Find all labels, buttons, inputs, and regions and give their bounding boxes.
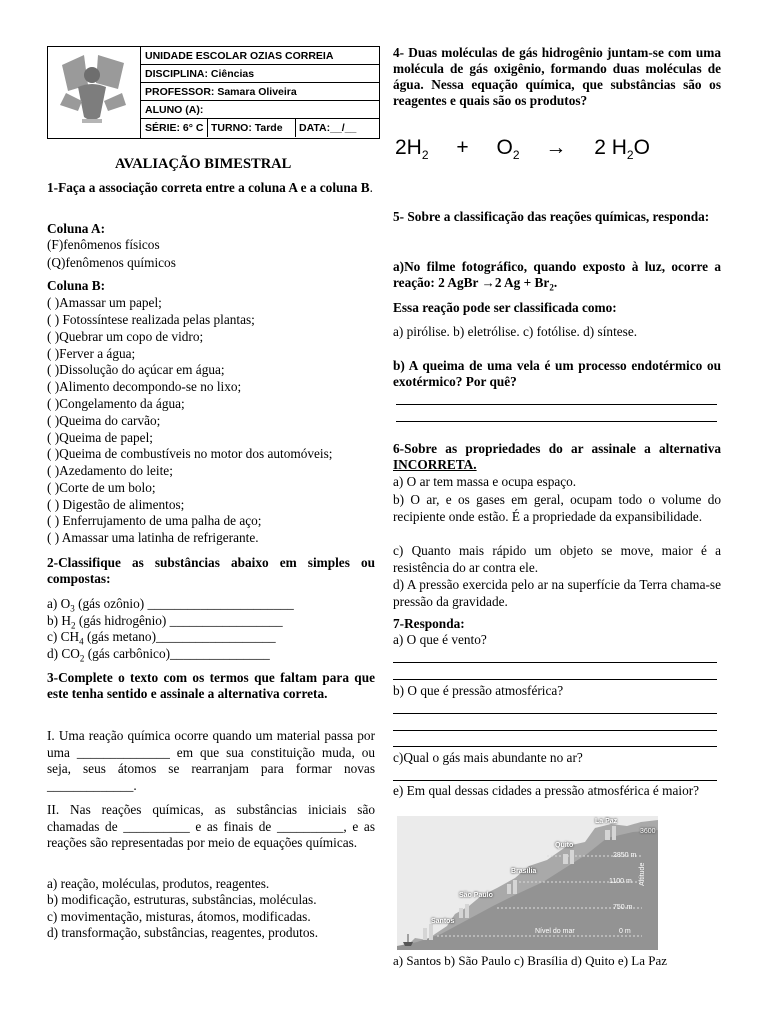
q2-item: c) $CH_4$ (gás metano)__________________ xyxy=(47,629,276,647)
q5-prompt: 5- Sobre a classificação das reações químicas, responda: xyxy=(393,209,710,224)
altitude-label: 750 m xyxy=(613,904,633,911)
q3-part2: II. Nas reações químicas, as substâncias iniciais são chamadas de __________ e as finais de __________, e as reações são representadas por meio de equações químicas. xyxy=(47,802,375,850)
q2-item: a) $O_3$ (gás ozônio) ______________________ xyxy=(47,596,294,614)
q1-col-b-item: ( )Queima de combustíveis no motor dos automóveis; xyxy=(47,446,333,461)
answer-line xyxy=(393,780,717,781)
q1-col-b-item: ( )Azedamento do leite; xyxy=(47,463,173,478)
header-table xyxy=(47,46,380,139)
q7a: a) O que é vento? xyxy=(393,632,487,647)
q6-option: a) O ar tem massa e ocupa espaço. xyxy=(393,474,577,489)
q5a-options: a) pirólise. b) eletrólise. c) fotólise. d) síntese. xyxy=(393,324,638,339)
q2-item: b) $H_2$ (gás hidrogênio) _________________ xyxy=(47,613,283,631)
altitude-label: 3600 xyxy=(640,828,656,835)
q1-col-b-item: ( ) Digestão de alimentos; xyxy=(47,497,185,512)
answer-line xyxy=(393,730,717,731)
q7e: e) Em qual dessas cidades a pressão atmosférica é maior? xyxy=(393,783,700,798)
q2-prompt: 2-Classifique as substâncias abaixo em simples ou compostas: xyxy=(47,555,375,586)
q3-option: a) reação, moléculas, produtos, reagentes. xyxy=(47,876,270,891)
answer-line xyxy=(393,662,717,663)
answer-line xyxy=(393,746,717,747)
q4-equation: $2H_2 + O_2 \to 2$ $H_2O$ xyxy=(395,136,650,163)
q7b: b) O que é pressão atmosférica? xyxy=(393,683,564,698)
altitude-figure xyxy=(397,816,658,950)
q5a-prompt: a)No filme fotográfico, quando exposto à luz, ocorre a reação: 2 AgBr →2 $Ag + Br_2$. xyxy=(393,259,721,293)
q1-col-a-title: Coluna A: xyxy=(47,221,106,236)
q7c: c)Qual o gás mais abundante no ar? xyxy=(393,750,583,765)
q3-option: b) modificação, estruturas, substâncias, moléculas. xyxy=(47,892,317,907)
q1-col-b-item: ( ) Enferrujamento de uma palha de aço; xyxy=(47,513,262,528)
q4-prompt: 4- Duas moléculas de gás hidrogênio juntam-se com uma molécula de gás oxigênio, formando duas moléculas de água. Nessa equação química, que substâncias são os reagentes e quais são os produtos? xyxy=(393,45,721,108)
q6-option: c) Quanto mais rápido um objeto se move, maior é a resistência do ar contra ele. xyxy=(393,543,721,575)
altitude-label: 0 m xyxy=(619,928,631,935)
q7e-choices: a) Santos b) São Paulo c) Brasília d) Quito e) La Paz xyxy=(393,953,668,968)
q1-col-a-item: (F)fenômenos físicos xyxy=(47,237,160,252)
answer-line xyxy=(396,404,717,405)
q5b-prompt: b) A queima de uma vela é um processo endotérmico ou exotérmico? Por quê? xyxy=(393,358,721,389)
q1-col-b-item: ( )Queima de papel; xyxy=(47,430,153,445)
answer-line xyxy=(393,713,717,714)
city-label: São Paulo xyxy=(459,892,493,899)
q3-option: c) movimentação, misturas, átomos, modificadas. xyxy=(47,909,311,924)
sea-level-label: Nível do mar xyxy=(535,928,575,935)
q1-col-b-item: ( )Congelamento da água; xyxy=(47,396,185,411)
page-title: AVALIAÇÃO BIMESTRAL xyxy=(115,156,292,172)
q2-item: d) $CO_2$ (gás carbônico)_______________ xyxy=(47,646,270,664)
q6-prompt: 6-Sobre as propriedades do ar assinale a alternativa INCORRETA. xyxy=(393,441,721,472)
q1-col-b-item: ( )Dissolução do açúcar em água; xyxy=(47,362,225,377)
q5a-question: Essa reação pode ser classificada como: xyxy=(393,300,617,315)
city-label: La Paz xyxy=(595,818,618,825)
student-name-field: ALUNO (A): xyxy=(141,101,379,119)
q1-col-b-item: ( ) Amassar uma latinha de refrigerante. xyxy=(47,530,259,545)
q1-col-b-item: ( )Queima do carvão; xyxy=(47,413,161,428)
header-last-row xyxy=(141,119,379,137)
discipline: DISCIPLINA: Ciências xyxy=(141,65,379,83)
q3-part1: I. Uma reação química ocorre quando um material passa por uma ______________ em que sua constituição muda, ou seja, seus átomos se rearranjam para formar novas _____________. xyxy=(47,728,375,793)
q6-option: d) A pressão exercida pelo ar na superfície da Terra chama-se pressão da gravidade. xyxy=(393,577,721,609)
altitude-label: 1100 m xyxy=(609,878,632,885)
q1-col-a-item: (Q)fenômenos químicos xyxy=(47,255,176,270)
q1-col-b-item: ( ) Fotossíntese realizada pelas plantas; xyxy=(47,312,255,327)
q3-prompt: 3-Complete o texto com os termos que faltam para que este tenha sentido e assinale a alternativa correta. xyxy=(47,670,375,701)
grade: SÉRIE: 6° C xyxy=(141,119,208,137)
school-logo xyxy=(48,47,141,138)
city-label: Quito xyxy=(555,842,574,849)
q1-prompt: 1-Faça a associação correta entre a coluna A e a coluna B. xyxy=(47,180,373,195)
city-label: Brasília xyxy=(511,868,537,875)
school-name: UNIDADE ESCOLAR OZIAS CORREIA xyxy=(141,47,379,65)
q1-col-b-item: ( )Quebrar um copo de vidro; xyxy=(47,329,204,344)
q1-col-b-title: Coluna B: xyxy=(47,278,106,293)
q1-col-b-item: ( )Amassar um papel; xyxy=(47,295,162,310)
shift: TURNO: Tarde xyxy=(208,119,296,137)
answer-line xyxy=(396,421,717,422)
answer-line xyxy=(393,679,717,680)
q7-prompt: 7-Responda: xyxy=(393,616,465,631)
date-field: DATA:__/__ xyxy=(299,122,357,134)
altitude-label: 2850 m xyxy=(613,852,637,859)
q3-option: d) transformação, substâncias, reagentes, produtos. xyxy=(47,925,319,940)
q6-option: b) O ar, e os gases em geral, ocupam todo o volume do recipiente onde estão. É a propriedade da expansibilidade. xyxy=(393,492,721,524)
professor: PROFESSOR: Samara Oliveira xyxy=(141,83,379,101)
q1-col-b-item: ( )Corte de um bolo; xyxy=(47,480,156,495)
q1-col-b-item: ( )Alimento decompondo-se no lixo; xyxy=(47,379,242,394)
axis-label: Altitude xyxy=(639,862,646,886)
city-label: Santos xyxy=(431,918,455,925)
q1-col-b-item: ( )Ferver a água; xyxy=(47,346,136,361)
